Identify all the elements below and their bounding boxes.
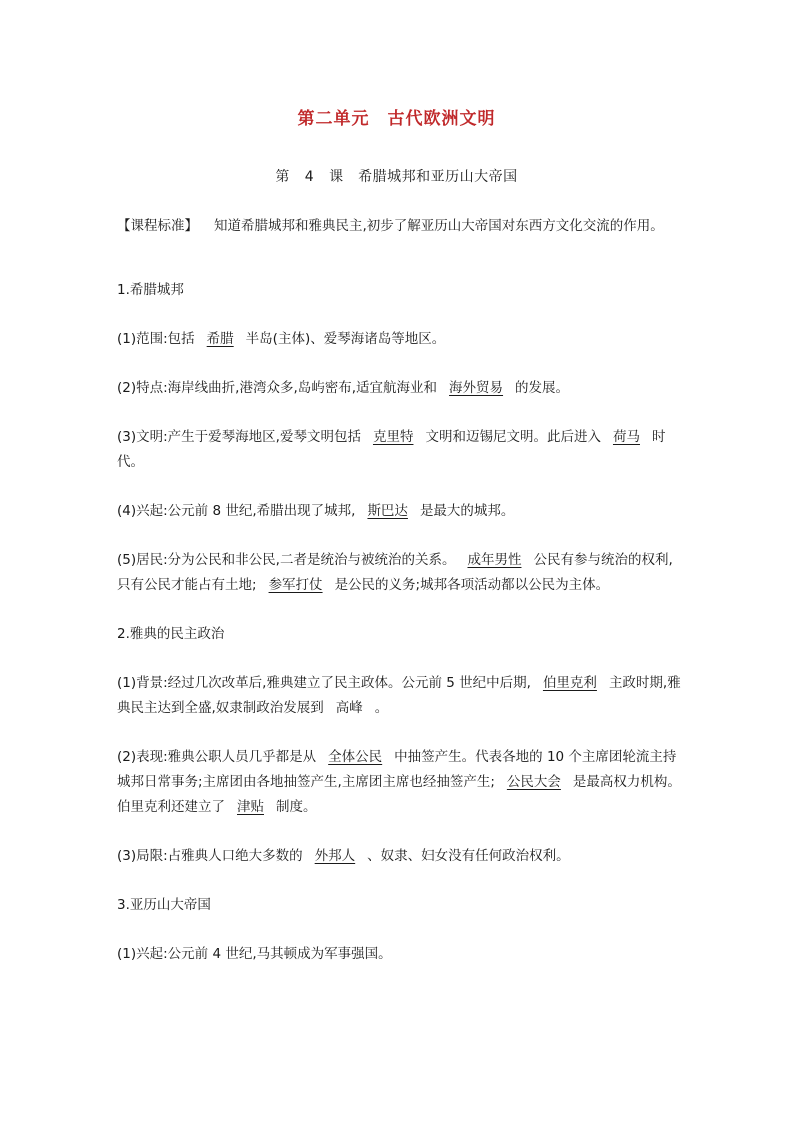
text-segment: (5)居民:分为公民和非公民,二者是统治与被统治的关系。	[117, 552, 456, 568]
answer-blank: 成年男性	[467, 552, 522, 568]
item-1-3-civilization	[117, 425, 682, 475]
section-heading-2: 2.雅典的民主政治	[117, 626, 225, 642]
text-segment: 主政时期,雅典民主达到全盛,奴隶制政治发展到	[117, 675, 681, 716]
item-2-1-background	[117, 671, 682, 721]
item-2-3-limitations	[117, 844, 682, 869]
text-segment: 时代。	[117, 429, 666, 470]
text-segment: 制度。	[276, 799, 317, 815]
text-segment: (1)兴起:公元前 4 世纪,马其顿成为军事强国。	[117, 946, 392, 962]
text-segment: (3)局限:占雅典人口绝大多数的	[117, 848, 303, 864]
section-heading-1: 1.希腊城邦	[117, 282, 184, 298]
answer-blank: 外邦人	[314, 848, 356, 864]
text-segment: 、奴隶、妇女没有任何政治权利。	[367, 848, 570, 864]
text-segment: (1)背景:经过几次改革后,雅典建立了民主政体。公元前 5 世纪中后期,	[117, 675, 531, 691]
curriculum-standard-text: 知道希腊城邦和雅典民主,初步了解亚历山大帝国对东西方文化交流的作用。	[214, 218, 664, 234]
answer-blank: 克里特	[372, 429, 414, 445]
answer-blank: 荷马	[612, 429, 640, 445]
item-1-4-rise	[117, 499, 682, 524]
text-segment: 中抽签产生。代表各地的 10 个主席团轮流主持城邦日常事务;主席团由各地抽签产生,主席团主席也经抽签产生;	[117, 749, 677, 790]
text-segment: (2)特点:海岸线曲折,港湾众多,岛屿密布,适宜航海业和	[117, 380, 438, 396]
answer-blank: 全体公民	[328, 749, 383, 765]
text-segment: 公民有参与统治的权利,只有公民才能占有土地;	[117, 552, 673, 593]
item-1-5-residents	[117, 548, 682, 598]
text-segment: 半岛(主体)、爱琴海诸岛等地区。	[245, 331, 446, 347]
answer-blank: 伯里克利	[542, 675, 597, 691]
text-segment: (1)范围:包括	[117, 331, 195, 347]
item-1-2-features	[117, 376, 682, 401]
text-segment: 。	[374, 700, 389, 716]
text-segment: (3)文明:产生于爱琴海地区,爱琴文明包括	[117, 429, 361, 445]
answer-blank: 希腊	[206, 331, 234, 347]
lesson-content	[117, 214, 682, 991]
curriculum-standard-label: 【课程标准】	[117, 218, 198, 234]
text-segment: 文明和迈锡尼文明。此后进入	[425, 429, 601, 445]
text-segment: (2)表现:雅典公职人员几乎都是从	[117, 749, 317, 765]
section-heading-3: 3.亚历山大帝国	[117, 897, 211, 913]
answer-blank: 津贴	[237, 799, 264, 815]
text-segment: 是公民的义务;城邦各项活动都以公民为主体。	[334, 577, 610, 593]
item-1-1-scope	[117, 327, 682, 352]
answer-blank: 海外贸易	[449, 380, 504, 396]
answer-blank: 参军打仗	[268, 577, 323, 593]
answer-blank: 斯巴达	[367, 503, 408, 519]
item-3-1-rise	[117, 942, 682, 967]
text-segment: (4)兴起:公元前 8 世纪,希腊出现了城邦,	[117, 503, 356, 519]
answer-blank: 公民大会	[506, 774, 561, 790]
curriculum-standard	[117, 214, 682, 264]
answer-blank: 高峰	[335, 700, 363, 716]
item-2-2-manifestation	[117, 745, 682, 820]
text-segment: 是最高权力机构。伯里克利还建立了	[117, 774, 681, 815]
unit-title: 第二单元 古代欧洲文明	[297, 109, 496, 129]
text-segment: 是最大的城邦。	[419, 503, 515, 519]
text-segment: 的发展。	[515, 380, 570, 396]
lesson-title: 第 4 课 希腊城邦和亚历山大帝国	[275, 169, 518, 185]
